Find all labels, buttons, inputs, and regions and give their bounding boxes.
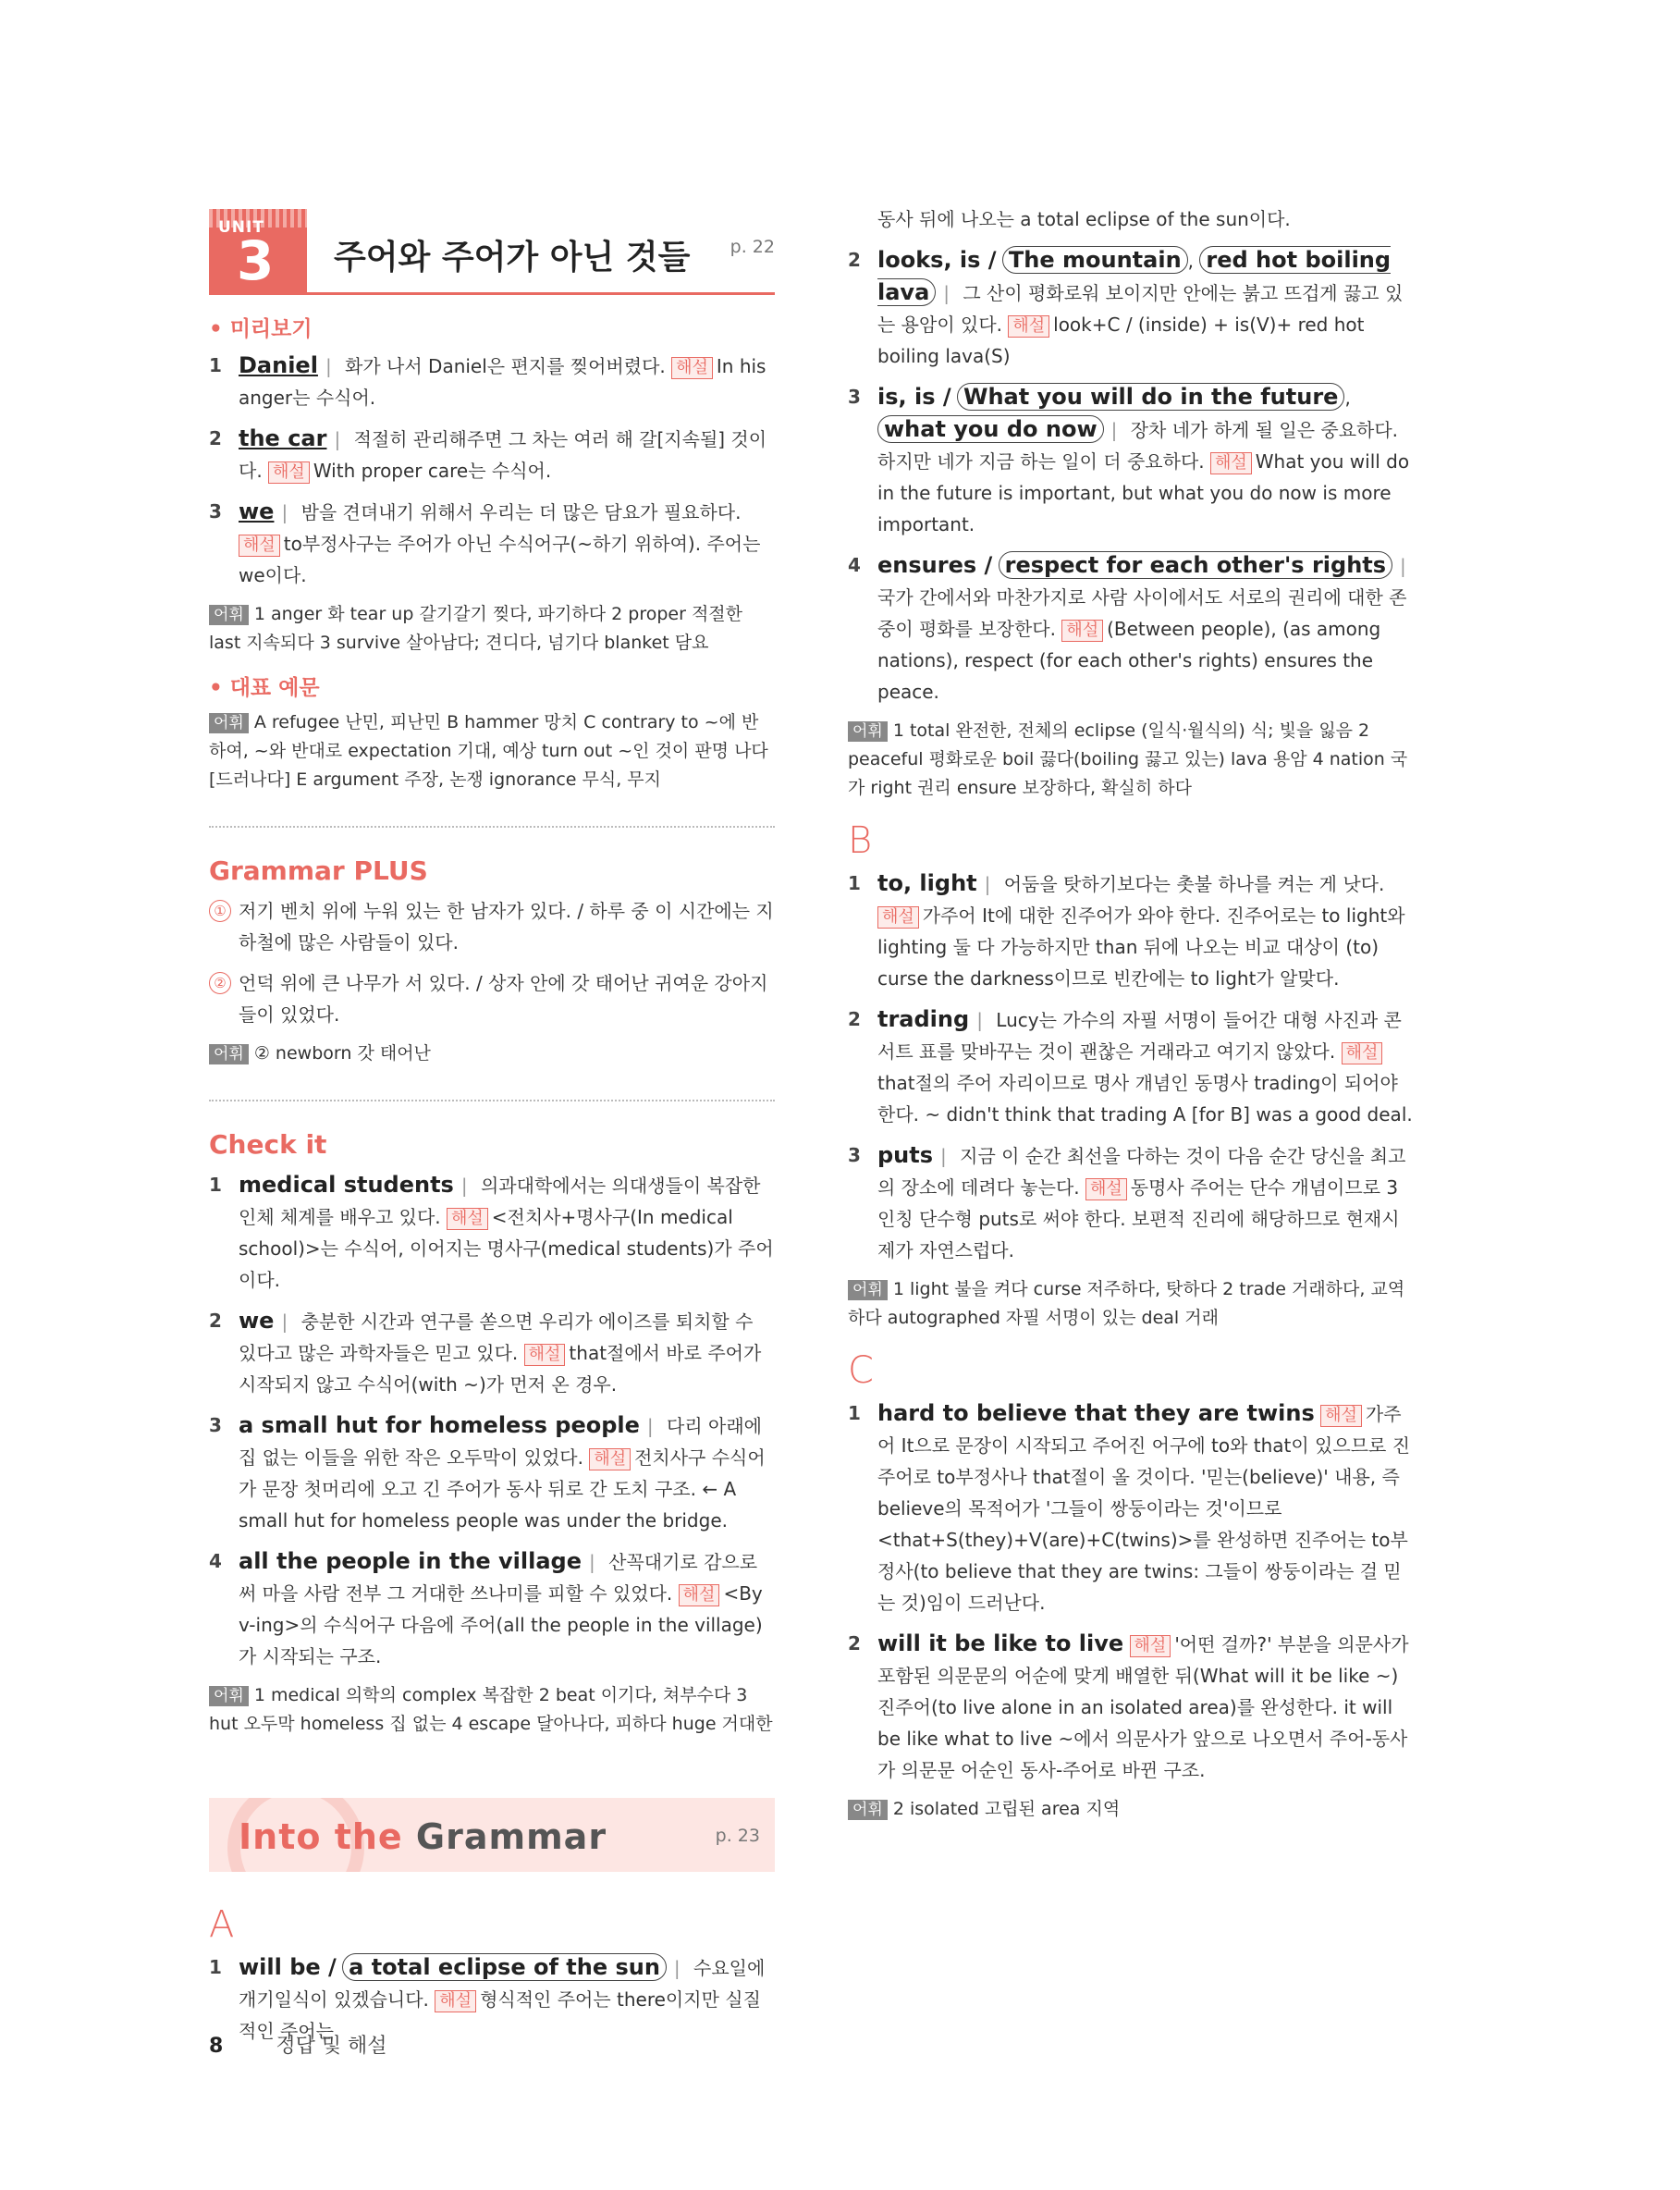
translation: 장차 네가 하게 될 일은 중요하다. 하지만 네가 지금 하는 일이 더 중요하다.: [877, 419, 1399, 473]
note: In his anger는 수식어.: [239, 355, 766, 409]
circled-number: ①: [209, 900, 231, 922]
page-number: 8: [209, 2035, 224, 2058]
check-item: 2 we | 충분한 시간과 연구를 쏟으면 우리가 에이즈를 퇴치할 수 있다고 많은 과학자들은 믿고 있다. 해설 that절에서 바로 주어가 시작되지 않고 수식어(with ~)가 먼저 온 경우.: [209, 1305, 775, 1400]
grammar-plus-vocab: [209, 1040, 775, 1068]
translation: 지금 이 순간 최선을 다하는 것이 다음 순간 당신을 최고의 장소에 데려다 놓는다.: [877, 1145, 1406, 1199]
vocab-tag: 어휘: [209, 605, 249, 625]
answer-circled: respect for each other's rights: [999, 551, 1392, 579]
vocab-tag: 어휘: [848, 1280, 888, 1300]
vocab-text: 1 total 완전한, 전체의 eclipse (일식·월식의) 식; 빛을 잃음 2 peaceful 평화로운 boil 끓다(boiling 끓고 있는) lava 용암 4 nation 국가 right 권리 ensure 보장하다, 확실히 하다: [848, 720, 1408, 798]
note: 가주어 It에 대한 진주어가 와야 한다. 진주어로는 to light와 lighting 둘 다 가능하지만 than 뒤에 나오는 비교 대상이 (to) curse the darkness이므로 빈칸에는 to light가 알맞다.: [877, 904, 1405, 990]
note-tag: 해설: [1085, 1178, 1127, 1200]
answer-circled: What you will do in the future: [957, 383, 1344, 411]
item-number: 2: [848, 1008, 861, 1030]
translation: 다리 아래에 집 없는 이들을 위한 작은 오두막이 있었다.: [239, 1415, 762, 1469]
note: to부정사구는 주어가 아닌 수식어구(~하기 위하여). 주어는 we이다.: [239, 533, 761, 586]
banner-title: Into the Grammar: [239, 1816, 607, 1857]
section-c-item: [848, 1628, 1414, 1786]
note-tag: 해설: [679, 1584, 720, 1606]
vocab-text: 2 isolated 고립된 area 지역: [892, 1799, 1121, 1819]
section-b-label: B: [848, 819, 873, 862]
translation: 충분한 시간과 연구를 쏟으면 우리가 에이즈를 퇴치할 수 있다고 많은 과학자들은 믿고 있다.: [239, 1310, 754, 1364]
note: 형식적인 주어는 there이지만 실질적인 주어는: [239, 1988, 761, 2042]
answer: we: [239, 498, 275, 524]
section-a-vocab: [848, 717, 1414, 803]
vocab-tag: 어휘: [209, 713, 249, 733]
translation: 화가 나서 Daniel은 편지를 찢어버렸다.: [345, 355, 666, 377]
note: With proper care는 수식어.: [313, 460, 552, 482]
check-item: 3 a small hut for homeless people | 다리 아래에 집 없는 이들을 위한 작은 오두막이 있었다. 해설 전치사구 수식어가 문장 첫머리에 오고 긴 주어가 동사 뒤로 간 도치 구조. ← A small hut for homeless people was under the bridge.: [209, 1409, 775, 1536]
section-a-item1-continued: 동사 뒤에 나오는 a total eclipse of the sun이다.: [877, 208, 1291, 230]
preview-vocab: [209, 600, 775, 658]
note-tag: 해설: [1342, 1042, 1383, 1064]
answer: the car: [239, 425, 327, 451]
section-b-item: 1 to, light | 어둠을 탓하기보다는 촛불 하나를 켜는 게 낫다. 해설 가주어 It에 대한 진주어가 와야 한다. 진주어로는 to light와 lighting 둘 다 가능하지만 than 뒤에 나오는 비교 대상이 (to) curse the darkness이므로 빈칸에는 to light가 알맞다.: [848, 867, 1414, 994]
note: <By v-ing>의 수식어구 다음에 주어(all the people in the village)가 시작되는 구조.: [239, 1582, 763, 1667]
note: that절에서 바로 주어가 시작되지 않고 수식어(with ~)가 먼저 온 경우.: [239, 1342, 762, 1396]
section-c-vocab: [848, 1795, 1414, 1824]
check-item: 4 all the people in the village | 산꼭대기로 감으로써 마을 사람 전부 그 거대한 쓰나미를 피할 수 있었다. 해설 <By v-ing>의 수식어구 다음에 주어(all the people in the village)가 시작되는 구조.: [209, 1545, 775, 1672]
answer: Daniel: [239, 352, 318, 378]
vocab-text: A refugee 난민, 피난민 B hammer 망치 C contrary to ~에 반하여, ~와 반대로 expectation 기대, 예상 turn out ~인 것이 판명 나다[드러나다] E argument 주장, 논쟁 ignorance 무식, 무지: [209, 712, 768, 790]
check-vocab: [209, 1681, 775, 1739]
note: 동명사 주어는 단수 개념이므로 3인칭 단수형 puts로 써야 한다. 보편적 진리에 해당하므로 현재시제가 자연스럽다.: [877, 1176, 1400, 1261]
answer: trading: [877, 1006, 970, 1032]
unit-tab: [209, 209, 307, 292]
item-number: 1: [848, 872, 861, 894]
item-number: 3: [848, 386, 861, 408]
translation: 어둠을 탓하기보다는 촛불 하나를 켜는 게 낫다.: [1003, 873, 1385, 895]
answer-circled: a total eclipse of the sun: [342, 1953, 667, 1981]
vocab-text: 1 medical 의학의 complex 복잡한 2 beat 이기다, 쳐부수다 3 hut 오두막 homeless 집 없는 4 escape 달아나다, 피하다 huge 거대한: [209, 1685, 773, 1734]
note: '어떤 걸까?' 부분을 의문사가 포함된 의문문의 어순에 맞게 배열한 뒤(What will it be like ~) 진주어(to live alone in an isolated area)를 완성한다. it will be like what to live ~에서 의문사가 앞으로 나오면서 주어-동사가 의문문 어순인 동사-주어로 바뀐 구조.: [877, 1633, 1409, 1781]
footer-text: 정답 및 해설: [276, 2035, 387, 2058]
translation: 적절히 관리해주면 그 차는 여러 해 갈[지속될] 것이다.: [239, 428, 767, 482]
note-tag: 해설: [1210, 452, 1252, 474]
preview-item: 3 we | 밤을 견뎌내기 위해서 우리는 더 많은 담요가 필요하다. 해설 to부정사구는 주어가 아닌 수식어구(~하기 위하여). 주어는 we이다.: [209, 496, 775, 591]
answer: will be /: [239, 1954, 337, 1980]
vocab-text: 1 light 불을 켜다 curse 저주하다, 탓하다 2 trade 거래하다, 교역하다 autographed 자필 서명이 있는 deal 거래: [848, 1279, 1405, 1328]
section-b-vocab: [848, 1275, 1414, 1333]
note-tag: 해설: [447, 1208, 488, 1230]
answer-circled: The mountain: [1002, 246, 1188, 274]
section-b-item: 2 trading | Lucy는 가수의 자필 서명이 들어간 대형 사진과 콘서트 표를 맞바꾸는 것이 괜찮은 거래라고 여기지 않았다. 해설that절의 주어 자리이므로 명사 개념인 동명사 trading이 되어야 한다. ~ didn't think that trading A [for B] was a good deal.: [848, 1003, 1414, 1130]
item-number: 1: [209, 354, 222, 376]
grammar-plus-item: [209, 967, 775, 1030]
unit-title: 주어와 주어가 아닌 것들: [334, 239, 691, 277]
note-tag: 해설: [1008, 315, 1049, 338]
item-number: 2: [209, 427, 222, 449]
answer: we: [239, 1308, 275, 1334]
examples-vocab: [209, 708, 775, 794]
item-number: 4: [848, 554, 861, 576]
right-column: [848, 203, 1414, 1833]
note-tag: 해설: [239, 535, 280, 557]
translation: 산꼭대기로 감으로써 마을 사람 전부 그 거대한 쓰나미를 피할 수 있었다.: [239, 1551, 758, 1605]
unit-header: [209, 200, 775, 295]
item-number: 2: [848, 1632, 861, 1655]
translation: 의과대학에서는 의대생들이 복잡한 인체 체계를 배우고 있다.: [239, 1175, 761, 1228]
answer: hard to believe that they are twins: [877, 1400, 1315, 1426]
vocab-tag: 어휘: [848, 721, 888, 742]
note-tag: 해설: [524, 1344, 566, 1366]
section-a-label: A: [209, 1903, 235, 1946]
answer: is, is /: [877, 384, 951, 410]
item-number: 2: [848, 249, 861, 271]
note-tag: 해설: [268, 461, 310, 484]
preview-item: 2 the car | 적절히 관리해주면 그 차는 여러 해 갈[지속될] 것이다. 해설 With proper care는 수식어.: [209, 423, 775, 486]
section-b-item: 3 puts | 지금 이 순간 최선을 다하는 것이 다음 순간 당신을 최고의 장소에 데려다 놓는다. 해설 동명사 주어는 단수 개념이므로 3인칭 단수형 puts로 써야 한다. 보편적 진리에 해당하므로 현재시제가 자연스럽다.: [848, 1139, 1414, 1266]
answer: all the people in the village: [239, 1548, 582, 1574]
note-tag: 해설: [1061, 620, 1103, 642]
answer: to, light: [877, 870, 977, 896]
unit-page-ref: p. 22: [730, 237, 775, 257]
grammar-plus-item: [209, 895, 775, 958]
note-tag: 해설: [877, 906, 919, 929]
examples-heading: • 대표 예문: [209, 676, 320, 700]
answer: looks, is /: [877, 247, 997, 273]
note: What you will do in the future is important, but what you do now is more important.: [877, 450, 1410, 535]
translation: 그 산이 평화로워 보이지만 안에는 붉고 뜨겁게 끓고 있는 용암이 있다.: [877, 282, 1404, 336]
note-tag: 해설: [435, 1990, 476, 2012]
note-tag: 해설: [1130, 1635, 1171, 1657]
plus-text: 언덕 위에 큰 나무가 서 있다. / 상자 안에 갓 태어난 귀여운 강아지들이 있었다.: [239, 972, 768, 1026]
item-number: 2: [209, 1310, 222, 1332]
unit-word: UNIT: [218, 218, 264, 237]
answer-circled: what you do now: [877, 415, 1104, 443]
section-a-item: 2 looks, is / The mountain , red hot boiling lava | 그 산이 평화로워 보이지만 안에는 붉고 뜨겁게 끓고 있는 용암이 있다. 해설 look+C / (inside) + is(V)+ red hot boiling lava(S): [848, 244, 1414, 372]
note-tag: 해설: [589, 1448, 631, 1470]
section-a-item: 1 will be / a total eclipse of the sun | 수요일에 개기일식이 있겠습니다. 해설 형식적인 주어는 there이지만 실질적인 주어는: [209, 1951, 775, 2047]
item-number: 1: [209, 1956, 222, 1978]
grammar-plus-heading: Grammar PLUS: [209, 855, 428, 886]
check-it-heading: Check it: [209, 1129, 327, 1160]
vocab-tag: 어휘: [209, 1686, 249, 1706]
note: look+C / (inside) + is(V)+ red hot boiling lava(S): [877, 314, 1365, 367]
plus-text: 저기 벤치 위에 누워 있는 한 남자가 있다. / 하루 중 이 시간에는 지하철에 많은 사람들이 있다.: [239, 900, 774, 954]
answer: will it be like to live: [877, 1630, 1124, 1656]
translation: 국가 간에서와 마찬가지로 사람 사이에서도 서로의 권리에 대한 존중이 평화를 보장한다.: [877, 586, 1407, 640]
translation: Lucy는 가수의 자필 서명이 들어간 대형 사진과 콘서트 표를 맞바꾸는 것이 괜찮은 거래라고 여기지 않았다.: [877, 1009, 1402, 1063]
answer: puts: [877, 1142, 934, 1168]
unit-number: 3: [237, 229, 275, 292]
answer-circled: red hot boiling lava: [877, 247, 1392, 305]
note: (Between people), (as among nations), respect (for each other's rights) ensures the peace.: [877, 618, 1381, 703]
left-column: [209, 200, 775, 2056]
note: that절의 주어 자리이므로 명사 개념인 동명사 trading이 되어야 한다. ~ didn't think that trading A [for B] was a good deal.: [877, 1072, 1413, 1126]
note-tag: 해설: [671, 357, 713, 379]
note: 전치사구 수식어가 문장 첫머리에 오고 긴 주어가 동사 뒤로 간 도치 구조. ← A small hut for homeless people was under the bridge.: [239, 1446, 766, 1532]
vocab-tag: 어휘: [848, 1800, 888, 1820]
note: 가주어 It으로 문장이 시작되고 주어진 어구에 to와 that이 있으므로 진주어로 to부정사나 that절이 올 것이다. '믿는(believe)' 내용, 즉 believe의 목적어가 '그들이 쌍둥이라는 것'이므로 <that+S(they)+V(are)+C(twins)>를 완성하면 진주어는 to부정사(to believe that they are twins: 그들이 쌍둥이라는 걸 믿는 것)임이 드러난다.: [877, 1403, 1411, 1614]
page-footer: [209, 2030, 387, 2059]
check-item: 1 medical students | 의과대학에서는 의대생들이 복잡한 인체 체계를 배우고 있다. 해설 <전치사+명사구(In medical school)>는 수식어, 이어지는 명사구(medical students)가 주어이다.: [209, 1169, 775, 1296]
translation: 밤을 견뎌내기 위해서 우리는 더 많은 담요가 필요하다.: [300, 501, 742, 523]
answer: medical students: [239, 1172, 454, 1198]
answer: ensures /: [877, 552, 993, 578]
item-number: 1: [848, 1402, 861, 1424]
section-a-item: 4 ensures / respect for each other's rights | 국가 간에서와 마찬가지로 사람 사이에서도 서로의 권리에 대한 존중이 평화를 보장한다. 해설 (Between people), (as among nations), respect (for each other's rights) ensures the peace.: [848, 549, 1414, 707]
item-number: 1: [209, 1174, 222, 1196]
preview-item: 1 Daniel | 화가 나서 Daniel은 편지를 찢어버렸다. 해설 In his anger는 수식어.: [209, 350, 775, 413]
banner-page-ref: p. 23: [715, 1826, 760, 1846]
section-a-item: 3 is, is / What you will do in the future , what you do now | 장차 네가 하게 될 일은 중요하다. 하지만 네가 지금 하는 일이 더 중요하다. 해설 What you will do in the future is important, but what you do now is more important.: [848, 381, 1414, 540]
dotted-divider: [209, 826, 775, 828]
item-number: 3: [209, 500, 222, 523]
answer: a small hut for homeless people: [239, 1412, 640, 1438]
vocab-text: ② newborn 갓 태어난: [253, 1043, 431, 1064]
dotted-divider: [209, 1100, 775, 1101]
translation: 수요일에 개기일식이 있겠습니다.: [239, 1957, 766, 2011]
into-the-grammar-banner: [209, 1798, 775, 1872]
vocab-tag: 어휘: [209, 1044, 249, 1064]
item-number: 3: [209, 1414, 222, 1436]
item-number: 4: [209, 1550, 222, 1572]
vocab-text: 1 anger 화 tear up 갈기갈기 찢다, 파기하다 2 proper 적절한 last 지속되다 3 survive 살아남다; 견디다, 넘기다 blanket 담요: [209, 604, 743, 653]
preview-heading: • 미리보기: [209, 317, 313, 341]
section-c-label: C: [848, 1349, 874, 1392]
circled-number: ②: [209, 972, 231, 994]
section-c-item: [848, 1397, 1414, 1618]
note-tag: 해설: [1320, 1405, 1362, 1427]
item-number: 3: [848, 1144, 861, 1166]
note: <전치사+명사구(In medical school)>는 수식어, 이어지는 명사구(medical students)가 주어이다.: [239, 1206, 774, 1291]
